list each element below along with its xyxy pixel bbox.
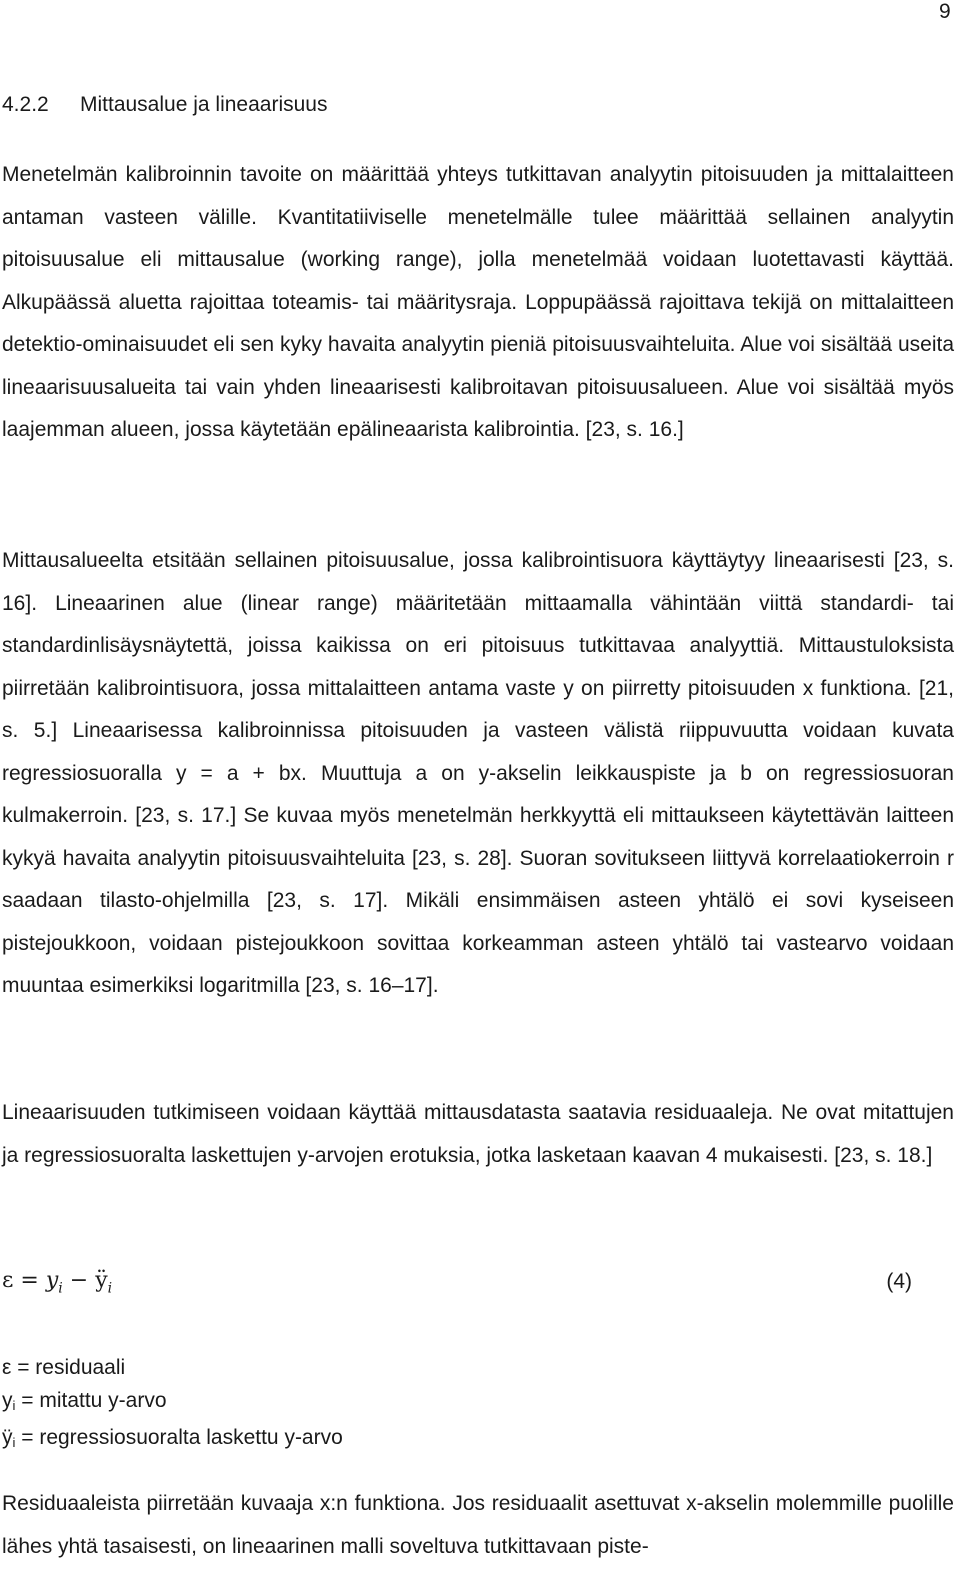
definition-text: = regressiosuoralta laskettu y-arvo: [15, 1426, 343, 1449]
equation-y-hat: ÿ: [95, 1268, 108, 1293]
section-title: Mittausalue ja lineaarisuus: [80, 93, 328, 116]
section-number: 4.2.2: [2, 93, 49, 116]
equation-epsilon: ε: [2, 1268, 14, 1293]
definition-subscript: i: [12, 1435, 16, 1450]
definition-text: = residuaali: [11, 1356, 126, 1379]
equation-y-hat-subscript: i: [107, 1280, 113, 1297]
equation-minus: −: [69, 1268, 89, 1293]
page-number: 9: [939, 0, 951, 23]
equation-residual: [2, 1268, 912, 1302]
definition-y-calculated: [2, 1422, 343, 1460]
section-heading: [2, 90, 327, 120]
paragraph-residuals: Lineaarisuuden tutkimiseen voidaan käyttää mittausdatasta saatavia residuaaleja. Ne ovat mitattujen ja regressiosuoralta laskettujen y-arvojen erotuksia, jotka lasketaan kaavan 4 mukaisesti. [23, s. 18.]: [2, 1101, 954, 1167]
paragraph-measurement-range: Menetelmän kalibroinnin tavoite on määrittää yhteys tutkittavan analyytin pitoisuuden ja mittalaitteen antaman vasteen välille. Kvantitatiiviselle menetelmälle tulee määrittää sellainen analyytin pitoisuusalue eli mittausalue (working range), jolla menetelmää voidaan luotettavasti käyttää. Alkupäässä aluetta rajoittaa toteamis- tai määritysraja. Loppupäässä rajoittava tekijä on mittalaitteen detektio-ominaisuudet eli sen kyky havaita analyytin pieniä pitoisuusvaihteluita. Alue voi sisältää useita lineaarisuusalueita tai vain yhden lineaarisesti kalibroitavan pitoisuusalueen. Alue voi sisältää myös laajemman alueen, jossa käytetään epälineaarista kalibrointia. [23, s. 16.]: [2, 163, 954, 441]
definitions-list: [2, 1352, 343, 1460]
definition-epsilon: [2, 1352, 343, 1385]
equation-number: (4): [886, 1270, 912, 1293]
definition-symbol: ε: [2, 1356, 12, 1379]
equation-equals: =: [20, 1268, 39, 1293]
equation-formula: [2, 1268, 112, 1296]
definition-symbol: ÿ: [2, 1426, 13, 1449]
paragraph-residual-plot: Residuaaleista piirretään kuvaaja x:n funktiona. Jos residuaalit asettuvat x-akselin molemmille puolille lähes yhtä tasaisesti, on lineaarinen malli soveltuva tutkittavaan piste-: [2, 1492, 954, 1558]
equation-y: y: [45, 1268, 59, 1293]
equation-y-subscript: i: [58, 1280, 63, 1297]
definition-text: = mitattu y-arvo: [15, 1388, 167, 1412]
definition-symbol: y: [2, 1388, 13, 1412]
paragraph-linear-range: Mittausalueelta etsitään sellainen pitoisuusalue, jossa kalibrointisuora käyttäytyy lineaarisesti [23, s. 16]. Lineaarinen alue (linear range) määritetään mittaamalla vähintään viittä standardi- tai standardinlisäysnäytettä, joissa kaikissa on eri pitoisuus tutkittavaa analyyttiä. Mittaustuloksista piirretään kalibrointisuora, jossa mittalaitteen antama vaste y on piirretty pitoisuuden x funktiona. [21, s. 5.] Lineaarisessa kalibroinnissa pitoisuuden ja vasteen välistä riippuvuutta voidaan kuvata regressiosuoralla y = a + bx. Muuttuja a on y-akselin leikkauspiste ja b on regressiosuoran kulmakerroin. [23, s. 17.] Se kuvaa myös menetelmän herkkyyttä eli mittaukseen käytettävän laitteen kykyä havaita analyytin pitoisuusvaihteluita [23, s. 28]. Suoran sovitukseen liittyvä korrelaatiokerroin r saadaan tilasto-ohjelmilla [23, s. 17]. Mikäli ensimmäisen asteen yhtälö ei sovi kyseiseen pistejoukkoon, voidaan pistejoukkoon sovittaa korkeamman asteen yhtälö tai vastearvo voidaan muuntaa esimerkiksi logaritmilla [23, s. 16–17].: [2, 549, 954, 997]
definition-subscript: i: [12, 1397, 16, 1413]
definition-y-measured: [2, 1385, 343, 1423]
